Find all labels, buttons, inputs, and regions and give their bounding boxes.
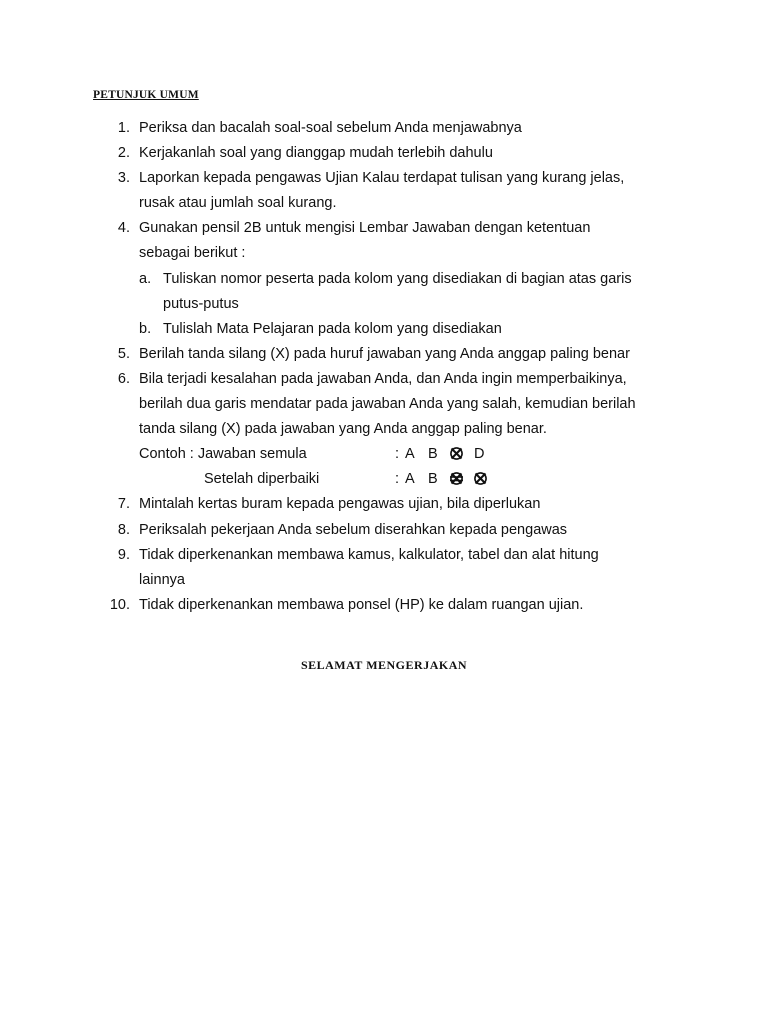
item-text-line: Bila terjadi kesalahan pada jawaban Anda, dan Anda ingin memperbaikinya, — [139, 370, 627, 387]
sub-instruction-list — [139, 267, 708, 342]
item-text-line: Periksalah pekerjaan Anda sebelum diserahkan kepada pengawas — [139, 521, 568, 538]
item-number: 4. — [117, 220, 130, 237]
closing-text: SELAMAT MENGERJAKAN — [300, 658, 468, 672]
example-label-original: Contoh : Jawaban semula — [139, 446, 307, 463]
item-text-line: berilah dua garis mendatar pada jawaban Anda yang salah, kemudian berilah — [139, 396, 636, 413]
item-number: 9. — [117, 546, 130, 563]
item-text-line: Periksa dan bacalah soal-soal sebelum Anda menjawabnya — [139, 120, 522, 136]
sub-item-text-line: putus-putus — [163, 295, 239, 312]
item-text-line: rusak atau jumlah soal kurang. — [139, 195, 337, 212]
instruction-item-8 — [108, 518, 708, 543]
example-row-corrected — [139, 467, 708, 492]
sub-item-text-line: Tuliskan nomor peserta pada kolom yang disediakan di bagian atas garis — [163, 270, 632, 287]
item-number: 10. — [109, 596, 130, 613]
item-text-line: Gunakan pensil 2B untuk mengisi Lembar Jawaban dengan ketentuan — [139, 220, 591, 237]
sub-item-a — [139, 267, 708, 317]
heading-petunjuk-umum: PETUNJUK UMUM — [93, 89, 199, 101]
item-number: 2. — [117, 145, 130, 162]
item-text-line: tanda silang (X) pada jawaban yang Anda anggap paling benar. — [139, 421, 547, 438]
option-a: A — [405, 471, 415, 488]
item-number: 8. — [117, 521, 130, 538]
instruction-item-10 — [108, 593, 708, 618]
sub-item-letter: b. — [139, 320, 152, 337]
item-text-line: Laporkan kepada pengawas Ujian Kalau terdapat tulisan yang kurang jelas, — [139, 170, 625, 187]
option-d: D — [474, 446, 485, 463]
instruction-list — [108, 116, 708, 618]
instruction-item-2 — [108, 141, 708, 166]
item-number: 5. — [117, 345, 130, 362]
sub-item-letter: a. — [139, 270, 152, 287]
item-text-line: Berilah tanda silang (X) pada huruf jawaban yang Anda anggap paling benar — [139, 345, 630, 362]
instruction-item-1 — [108, 116, 708, 141]
instruction-item-7 — [108, 492, 708, 517]
instruction-item-9 — [108, 543, 708, 593]
item-number: 1. — [117, 120, 130, 136]
option-b: B — [428, 446, 438, 463]
example-colon: : — [395, 446, 400, 463]
corrected-option-c-icon — [450, 472, 463, 485]
option-a: A — [405, 446, 415, 463]
item-text-line: sebagai berikut : — [139, 245, 246, 262]
item-text-line: Kerjakanlah soal yang dianggap mudah terlebih dahulu — [139, 145, 493, 162]
example-label-corrected: Setelah diperbaiki — [204, 471, 320, 488]
item-text-line: Mintalah kertas buram kepada pengawas ujian, bila diperlukan — [139, 496, 541, 513]
example-colon: : — [395, 471, 400, 488]
item-number: 6. — [117, 370, 130, 387]
item-number: 3. — [117, 170, 130, 187]
item-number: 7. — [117, 496, 130, 513]
sub-item-text-line: Tulislah Mata Pelajaran pada kolom yang disediakan — [163, 320, 502, 337]
instruction-item-5 — [108, 342, 708, 367]
option-b: B — [428, 471, 438, 488]
instruction-item-3 — [108, 166, 708, 216]
instruction-item-6 — [108, 367, 708, 492]
chosen-option-d-icon — [474, 472, 487, 485]
instruction-item-4 — [108, 216, 708, 341]
crossed-option-c-icon — [450, 447, 463, 460]
item-text-line: Tidak diperkenankan membawa ponsel (HP) ke dalam ruangan ujian. — [139, 596, 584, 613]
example-row-original — [139, 442, 708, 467]
item-text-line: Tidak diperkenankan membawa kamus, kalkulator, tabel dan alat hitung — [139, 546, 599, 563]
sub-item-b — [139, 317, 708, 342]
item-text-line: lainnya — [139, 571, 185, 588]
